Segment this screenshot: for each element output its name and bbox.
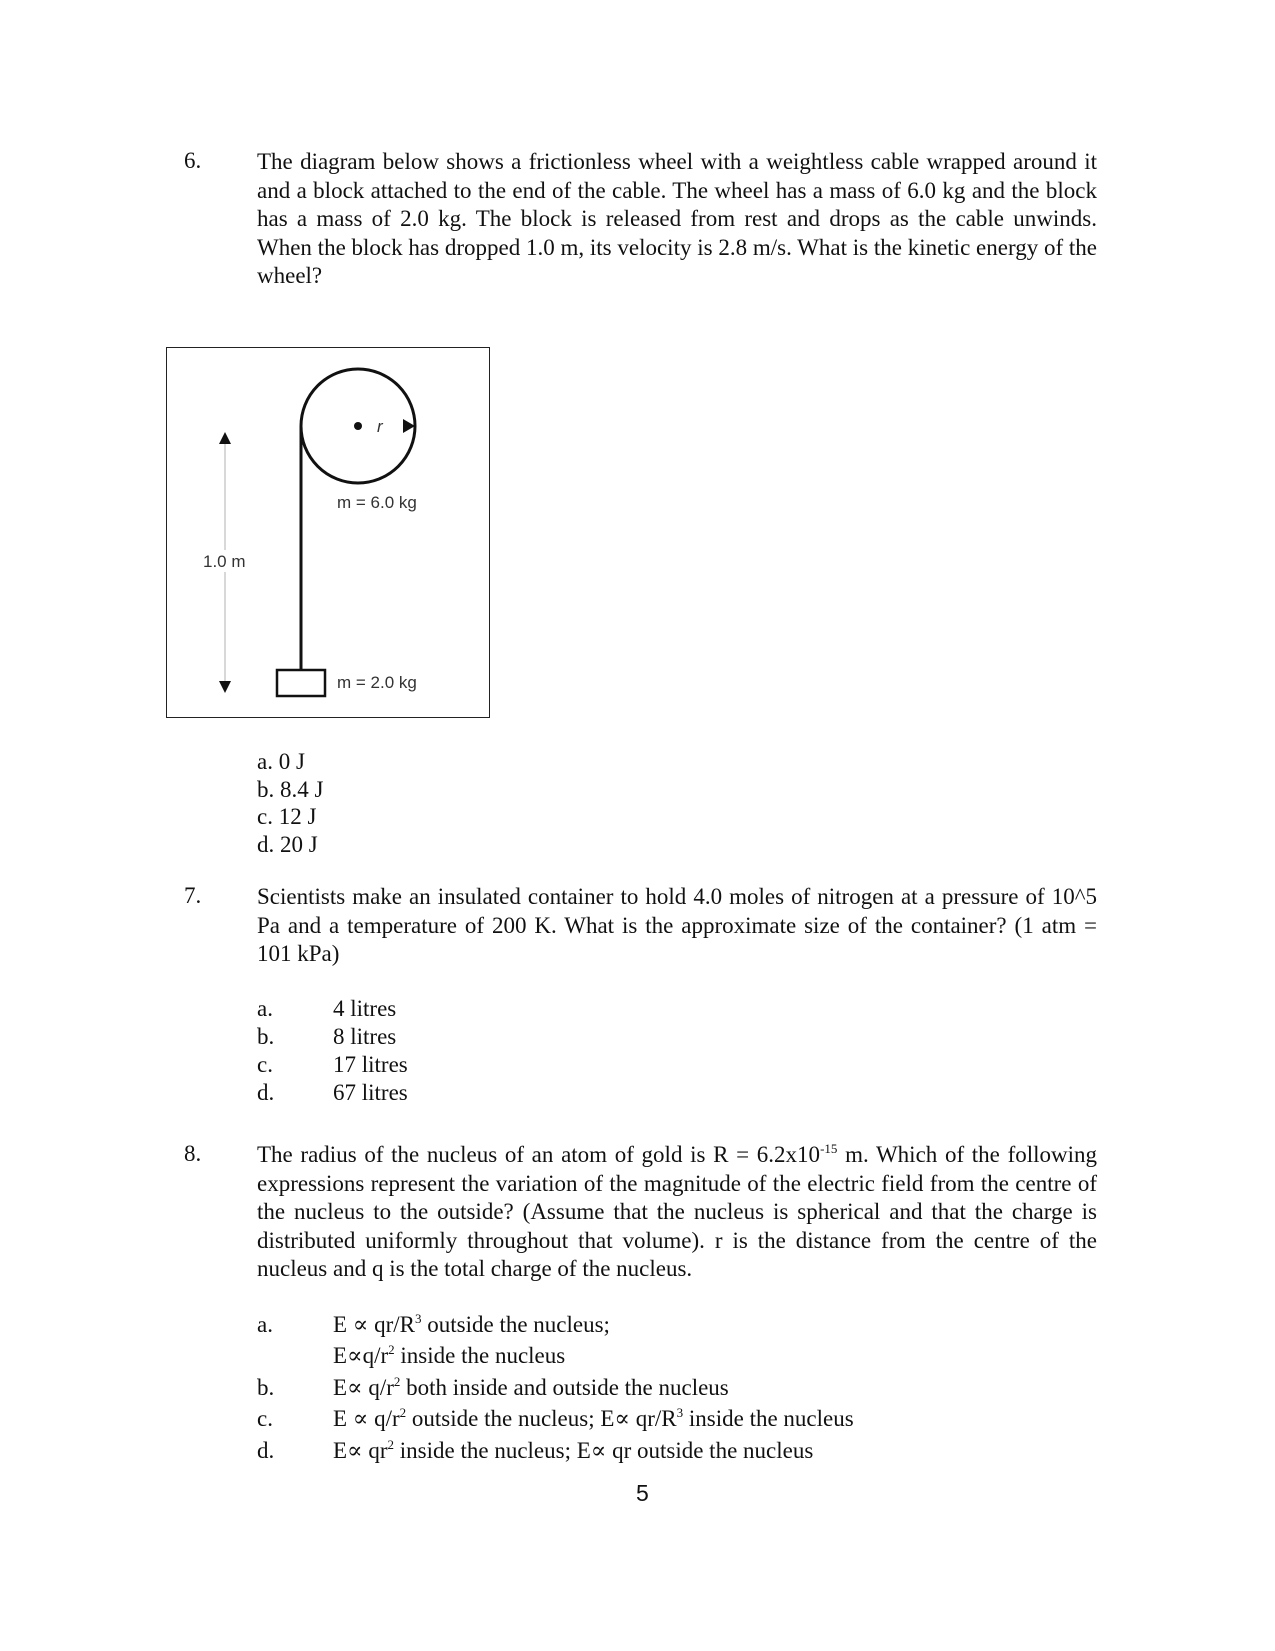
question-8-number: 8. xyxy=(184,1141,202,1166)
radius-label: r xyxy=(377,417,383,436)
question-6-options xyxy=(257,748,323,858)
q8-option-a-line1: $E \propto qr/R^3$ outside the nucleus; xyxy=(333,1311,610,1337)
q8-option-d-text: $E\propto qr^2$ inside the nucleus; E∝ qr outside the nucleus xyxy=(333,1437,814,1463)
block-rect xyxy=(277,670,325,696)
q6-option-a[interactable]: a. 0 J xyxy=(257,749,305,774)
question-6-number: 6. xyxy=(184,148,202,173)
q8-text-after: m. Which of the following expressions represent the variation of the magnitude of the electric field from the centre of the nucleus to the outside? (Assume that the nucleus is spherical and that the charge is distributed uniformly throughout that volume). r is the distance from the centre of the nucleus and q is the total charge of the nucleus. xyxy=(257,1142,1098,1281)
q8-option-b-text: $E\propto q/r^2$ both inside and outside the nucleus xyxy=(333,1374,729,1400)
block-mass-label: m = 2.0 kg xyxy=(337,673,417,692)
q8-option-a-line2: $E\propto q/r^2$ inside the nucleus xyxy=(333,1342,566,1368)
q8-option-b-letter: b. xyxy=(257,1375,275,1400)
q8-option-c-letter: c. xyxy=(257,1406,273,1431)
radius-arrowhead xyxy=(403,419,415,433)
q7-option-b-letter: b. xyxy=(257,1024,275,1049)
wheel-mass-label: m = 6.0 kg xyxy=(337,493,417,512)
q7-option-c-letter: c. xyxy=(257,1052,273,1077)
q7-option-b-text: 8 litres xyxy=(333,1024,397,1049)
q8-option-a-letter: a. xyxy=(257,1312,273,1337)
q6-option-d[interactable]: d. 20 J xyxy=(257,831,318,857)
diagram-svg xyxy=(167,348,491,719)
question-7-text: Scientists make an insulated container to hold 4.0 moles of nitrogen at a pressure of 10^5 Pa and a temperature of 200 K. What is the approximate size of the container? (1 atm = 101 kPa) xyxy=(257,884,1097,966)
drop-distance-label: 1.0 m xyxy=(203,552,246,571)
page-number: 5 xyxy=(636,1480,649,1506)
wheel-center-dot xyxy=(354,422,362,430)
question-8-text xyxy=(257,1141,1097,1284)
q7-option-a-text: 4 litres xyxy=(333,996,397,1021)
drop-arrow-down-head xyxy=(219,681,231,693)
question-7-number: 7. xyxy=(184,883,202,908)
question-6-text: The diagram below shows a frictionless wheel with a weightless cable wrapped around it and a block attached to the end of the cable. The wheel has a mass of 6.0 kg and the block has a mass of 2.0 kg. The block is released from rest and drops as the cable unwinds. When the block has dropped 1.0 m, its velocity is 2.8 m/s. What is the kinetic energy of the wheel? xyxy=(257,149,1097,288)
q6-option-c[interactable]: c. 12 J xyxy=(257,804,317,829)
q6-option-b[interactable]: b. 8.4 J xyxy=(257,776,324,802)
q7-option-d-text: 67 litres xyxy=(333,1080,408,1105)
q7-option-a-letter: a. xyxy=(257,996,273,1021)
drop-arrow-up-head xyxy=(219,432,231,444)
q7-option-d-letter: d. xyxy=(257,1080,275,1105)
q7-option-c-text: 17 litres xyxy=(333,1052,408,1077)
wheel-block-diagram xyxy=(166,347,490,718)
q8-text-exponent: -15 xyxy=(820,1141,838,1156)
q8-text-before: The radius of the nucleus of an atom of gold is R = 6.2x10 xyxy=(257,1142,821,1167)
q8-option-c-text: $E \propto q/r^2$ outside the nucleus; $E\propto qr/R^3$ inside the nucleus xyxy=(333,1405,854,1431)
q8-option-d-letter: d. xyxy=(257,1438,275,1463)
